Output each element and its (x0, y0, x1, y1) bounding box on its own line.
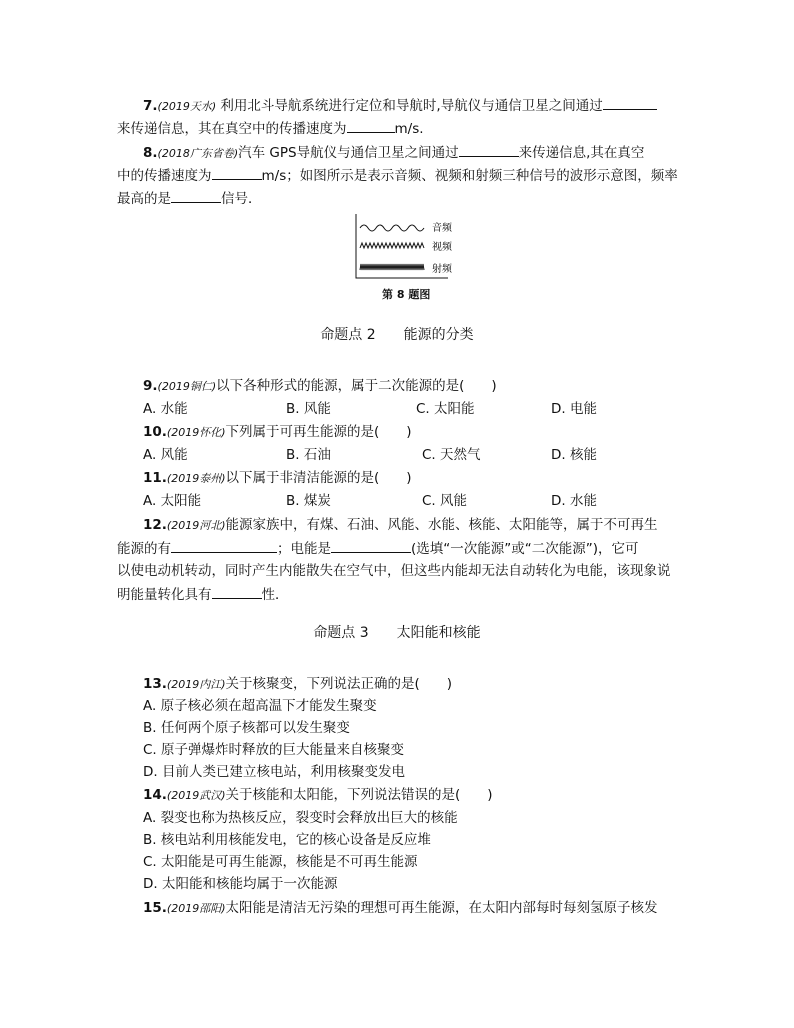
q7-blank2[interactable] (347, 118, 395, 133)
figure-caption: 第 8 题图 (382, 288, 431, 301)
q13-number: 13. (143, 676, 167, 692)
q13-stem (143, 674, 452, 695)
q7-text2: 来传递信息，其在真空中的传播速度为 (117, 121, 347, 137)
q15-number: 15. (143, 900, 167, 916)
section2-label: 命题点 2 (320, 327, 376, 343)
q11-number: 11. (143, 470, 167, 486)
q13-text: 关于核聚变，下列说法正确的是( ) (225, 676, 453, 692)
q7-number: 7. (143, 98, 158, 114)
q7-source: (2019天水) (157, 100, 217, 113)
q12-text4b: 性． (261, 587, 289, 603)
q12-text1: 能源家族中，有煤、石油、风能、水能、核能、太阳能等，属于不可再生 (225, 517, 658, 533)
q10-text: 下列属于可再生能源的是( ) (225, 424, 412, 440)
q9-number: 9. (143, 378, 158, 394)
q11-option-b[interactable]: B. 煤炭 (286, 493, 331, 509)
q7-line2 (117, 118, 424, 139)
q10-source: (2019怀化) (166, 426, 226, 439)
q13-option-d[interactable]: D. 目前人类已建立核电站，利用核聚变发电 (143, 764, 405, 780)
section3-title: 太阳能和核能 (396, 625, 481, 641)
q11-source: (2019泰州) (166, 472, 226, 485)
q9-text: 以下各种形式的能源，属于二次能源的是( ) (216, 378, 497, 394)
q12-line1 (143, 515, 658, 536)
section2-heading (0, 325, 794, 345)
q8-text2: 中的传播速度为 (117, 168, 212, 184)
q13-source: (2019内江) (166, 678, 226, 691)
q7-text1: 利用北斗导航系统进行定位和导航时,导航仪与通信卫星之间通过 (220, 98, 603, 114)
q8-text1: 汽车 GPS导航仪与通信卫星之间通过 (238, 145, 459, 161)
q7-line1 (143, 95, 657, 117)
q8-line2 (117, 165, 678, 186)
q8-line1 (143, 142, 644, 164)
q14-text: 关于核能和太阳能，下列说法错误的是( ) (225, 787, 493, 803)
q12-blank2[interactable] (331, 538, 411, 553)
q12-blank3[interactable] (212, 584, 262, 599)
q8-blank1[interactable] (459, 142, 519, 157)
q11-stem (143, 468, 412, 489)
q8-blank3[interactable] (171, 188, 221, 203)
q12-text2b: ；电能是 (277, 541, 331, 557)
figure-label-radio: 射频 (432, 264, 452, 275)
q12-text2c: (选填“一次能源”或“二次能源”)，它可 (411, 541, 639, 557)
q8-source: (2018广东省卷) (157, 147, 239, 160)
q12-line2 (117, 538, 639, 559)
q14-option-d[interactable]: D. 太阳能和核能均属于一次能源 (143, 876, 338, 892)
q12-number: 12. (143, 517, 167, 533)
q10-option-b[interactable]: B. 石油 (286, 447, 331, 463)
q15-source: (2019邵阳) (166, 902, 226, 915)
waveform-figure (352, 210, 462, 282)
section2-title: 能源的分类 (403, 327, 474, 343)
q9-option-b[interactable]: B. 风能 (286, 401, 331, 417)
q10-option-c[interactable]: C. 天然气 (422, 447, 481, 463)
section3-heading (0, 623, 794, 643)
q12-line3 (117, 561, 671, 581)
q11-text: 以下属于非清洁能源的是( ) (225, 470, 412, 486)
q10-option-a[interactable]: A. 风能 (143, 447, 188, 463)
q13-option-a[interactable]: A. 原子核必须在超高温下才能发生聚变 (143, 698, 377, 714)
q10-number: 10. (143, 424, 167, 440)
q12-text2a: 能源的有 (117, 541, 171, 557)
q14-option-b[interactable]: B. 核电站利用核能发电，它的核心设备是反应堆 (143, 832, 431, 848)
q8-text2b: m/s；如图所示是表示音频、视频和射频三种信号的波形示意图，频率 (261, 168, 678, 184)
q15-stem (143, 898, 658, 919)
q14-option-a[interactable]: A. 裂变也称为热核反应，裂变时会释放出巨大的核能 (143, 810, 458, 826)
q10-stem (143, 422, 412, 443)
q9-option-c[interactable]: C. 太阳能 (416, 401, 475, 417)
figure-label-video: 视频 (432, 242, 452, 253)
q8-line3 (117, 188, 262, 209)
q9-option-a[interactable]: A. 水能 (143, 401, 188, 417)
q11-option-d[interactable]: D. 水能 (551, 493, 597, 509)
q8-text3b: 信号． (221, 191, 262, 207)
q13-option-b[interactable]: B. 任何两个原子核都可以发生聚变 (143, 720, 350, 736)
q8-text3: 最高的是 (117, 191, 171, 207)
q12-line4 (117, 584, 289, 605)
q15-text: 太阳能是清洁无污染的理想可再生能源，在太阳内部每时每刻氢原子核发 (225, 900, 658, 916)
q14-stem (143, 785, 493, 806)
q10-option-d[interactable]: D. 核能 (551, 447, 597, 463)
q12-text3: 以使电动机转动，同时产生内能散失在空气中，但这些内能却无法自动转化为电能，该现象说 (117, 563, 671, 579)
q14-option-c[interactable]: C. 太阳能是可再生能源，核能是不可再生能源 (143, 854, 418, 870)
video-wave (360, 243, 424, 248)
q14-number: 14. (143, 787, 167, 803)
q14-source: (2019武汉) (166, 789, 226, 802)
q11-option-c[interactable]: C. 风能 (422, 493, 468, 509)
q13-option-c[interactable]: C. 原子弹爆炸时释放的巨大能量来自核聚变 (143, 742, 405, 758)
figure-label-audio: 音频 (432, 223, 452, 234)
q9-option-d[interactable]: D. 电能 (551, 401, 597, 417)
q11-option-a[interactable]: A. 太阳能 (143, 493, 202, 509)
q8-text1b: 来传递信息,其在真空 (518, 145, 645, 161)
q8-blank2[interactable] (212, 165, 262, 180)
radio-wave (360, 264, 424, 270)
q7-blank1[interactable] (603, 95, 657, 110)
q9-stem (143, 376, 497, 397)
audio-wave (360, 225, 424, 231)
q7-unit: m/s. (394, 121, 424, 137)
q12-blank1[interactable] (171, 538, 277, 553)
q12-source: (2019河北) (166, 519, 226, 532)
q12-text4a: 明能量转化具有 (117, 587, 212, 603)
q9-source: (2019铜仁) (157, 380, 217, 393)
q8-number: 8. (143, 145, 158, 161)
section3-label: 命题点 3 (313, 625, 369, 641)
